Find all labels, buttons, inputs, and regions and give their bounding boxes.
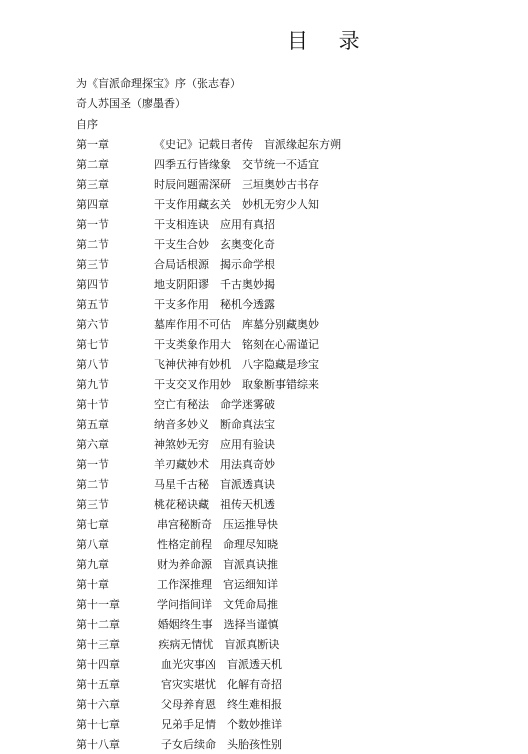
- toc-chapter-label: 第四节: [76, 278, 109, 291]
- toc-chapter-label: 第八节: [76, 358, 109, 371]
- toc-chapter-label: 第十五章: [76, 678, 120, 691]
- toc-entry-title: 血光灾事凶 盲派透天机: [161, 658, 282, 671]
- toc-row: [0, 198, 528, 214]
- toc-entry-title: 干支类象作用大 铭刻在心需谨记: [154, 338, 319, 351]
- toc-entry-title: 疾病无情忧 盲派真断诀: [158, 638, 280, 651]
- toc-row: [0, 638, 528, 654]
- toc-row: [0, 158, 528, 174]
- toc-chapter-label: 第三节: [76, 498, 109, 511]
- page-title: 目 录: [287, 29, 372, 53]
- toc-entry-title: 马星千古秘 盲派透真诀: [154, 478, 275, 491]
- toc-row: [0, 378, 528, 394]
- toc-entry-title: 婚姻终生事 选择当谨慎: [157, 618, 279, 631]
- toc-chapter-label: 第四章: [76, 198, 109, 211]
- toc-chapter-label: 第六章: [76, 438, 109, 451]
- toc-row: [0, 298, 528, 314]
- toc-row: [0, 558, 528, 574]
- intro-line: 自序: [76, 118, 98, 131]
- toc-row: [0, 238, 528, 254]
- toc-row: [0, 358, 528, 374]
- toc-entry-title: 子女后续命 头胎孩性别: [161, 738, 282, 751]
- toc-entry-title: 时辰问题需深研 三垣奥妙古书存: [154, 178, 319, 191]
- toc-row: [0, 278, 528, 294]
- toc-row: [0, 258, 528, 274]
- toc-entry-title: 学问指间详 文凭命局推: [157, 598, 278, 611]
- toc-chapter-label: 第二节: [76, 478, 109, 491]
- toc-row: [0, 678, 528, 694]
- toc-chapter-label: 第十三章: [76, 638, 120, 651]
- toc-entry-title: 墓库作用不可估 库墓分别藏奥妙: [154, 318, 319, 331]
- toc-entry-title: 《史记》记载日者传 盲派缘起东方朔: [154, 138, 341, 151]
- toc-entry-title: 串宫秘断奇 压运推导快: [157, 518, 278, 531]
- toc-row: [0, 218, 528, 234]
- toc-row: [0, 438, 528, 454]
- intro-line: 为《盲派命理探宝》序（张志春）: [76, 77, 241, 90]
- toc-row: [0, 138, 528, 154]
- toc-row: [0, 178, 528, 194]
- toc-chapter-label: 第九章: [76, 558, 109, 571]
- toc-chapter-label: 第五节: [76, 298, 109, 311]
- toc-row: [0, 698, 528, 714]
- toc-row: [0, 458, 528, 474]
- toc-entry-title: 财为养命源 盲派真诀推: [157, 558, 278, 571]
- toc-chapter-label: 第二节: [76, 238, 109, 251]
- toc-entry-title: 性格定前程 命理尽知晓: [157, 538, 278, 551]
- toc-row: [0, 318, 528, 334]
- toc-chapter-label: 第八章: [76, 538, 109, 551]
- toc-chapter-label: 第十四章: [76, 658, 120, 671]
- toc-chapter-label: 第一节: [76, 458, 109, 471]
- intro-line: 奇人苏国圣（廖墨香）: [76, 97, 186, 110]
- toc-chapter-label: 第十七章: [76, 718, 120, 731]
- toc-entry-title: 神煞妙无穷 应用有验诀: [154, 438, 275, 451]
- toc-row: [0, 618, 528, 634]
- toc-row: [0, 718, 528, 734]
- toc-row: [0, 418, 528, 434]
- toc-entry-title: 干支多作用 秘机今透露: [154, 298, 275, 311]
- toc-chapter-label: 第十一章: [76, 598, 120, 611]
- toc-chapter-label: 第七节: [76, 338, 109, 351]
- toc-row: [0, 338, 528, 354]
- toc-row: [0, 578, 528, 594]
- toc-entry-title: 干支生合妙 玄奥变化奇: [154, 238, 275, 251]
- toc-entry-title: 父母养育恩 终生难相报: [161, 698, 282, 711]
- toc-chapter-label: 第三节: [76, 258, 109, 271]
- toc-chapter-label: 第六节: [76, 318, 109, 331]
- toc-chapter-label: 第三章: [76, 178, 109, 191]
- toc-entry-title: 合局话根源 揭示命学根: [154, 258, 275, 271]
- toc-row: [0, 478, 528, 494]
- toc-entry-title: 地支阴阳谬 千古奥妙揭: [154, 278, 275, 291]
- toc-entry-title: 官灾实堪忧 化解有奇招: [161, 678, 282, 691]
- toc-entry-title: 四季五行皆缘象 交节统一不适宜: [154, 158, 319, 171]
- toc-chapter-label: 第二章: [76, 158, 109, 171]
- toc-chapter-label: 第十章: [76, 578, 109, 591]
- toc-row: [0, 658, 528, 674]
- toc-entry-title: 兄弟手足情 个数妙推详: [161, 718, 282, 731]
- toc-row: [0, 498, 528, 514]
- toc-chapter-label: 第十八章: [76, 738, 120, 751]
- toc-entry-title: 羊刃藏妙术 用法真奇妙: [154, 458, 275, 471]
- toc-entry-title: 纳音多妙义 断命真法宝: [154, 418, 275, 431]
- toc-chapter-label: 第九节: [76, 378, 109, 391]
- toc-chapter-label: 第一节: [76, 218, 109, 231]
- toc-chapter-label: 第十二章: [76, 618, 120, 631]
- toc-chapter-label: 第十六章: [76, 698, 120, 711]
- toc-entry-title: 工作深推理 官运细知详: [157, 578, 278, 591]
- toc-row: [0, 398, 528, 414]
- toc-entry-title: 干支作用藏玄关 妙机无穷少人知: [154, 198, 319, 211]
- toc-chapter-label: 第一章: [76, 138, 109, 151]
- toc-entry-title: 干支相连诀 应用有真招: [154, 218, 275, 231]
- toc-row: [0, 518, 528, 534]
- toc-row: [0, 738, 528, 754]
- toc-entry-title: 空亡有秘法 命学迷雾破: [154, 398, 275, 411]
- toc-row: [0, 598, 528, 614]
- toc-entry-title: 桃花秘诀藏 祖传天机透: [154, 498, 275, 511]
- toc-chapter-label: 第五章: [76, 418, 109, 431]
- toc-row: [0, 538, 528, 554]
- toc-entry-title: 飞神伏神有妙机 八字隐藏是珍宝: [154, 358, 319, 371]
- toc-chapter-label: 第十节: [76, 398, 109, 411]
- toc-entry-title: 干支交叉作用妙 取象断事错综来: [154, 378, 319, 391]
- toc-chapter-label: 第七章: [76, 518, 109, 531]
